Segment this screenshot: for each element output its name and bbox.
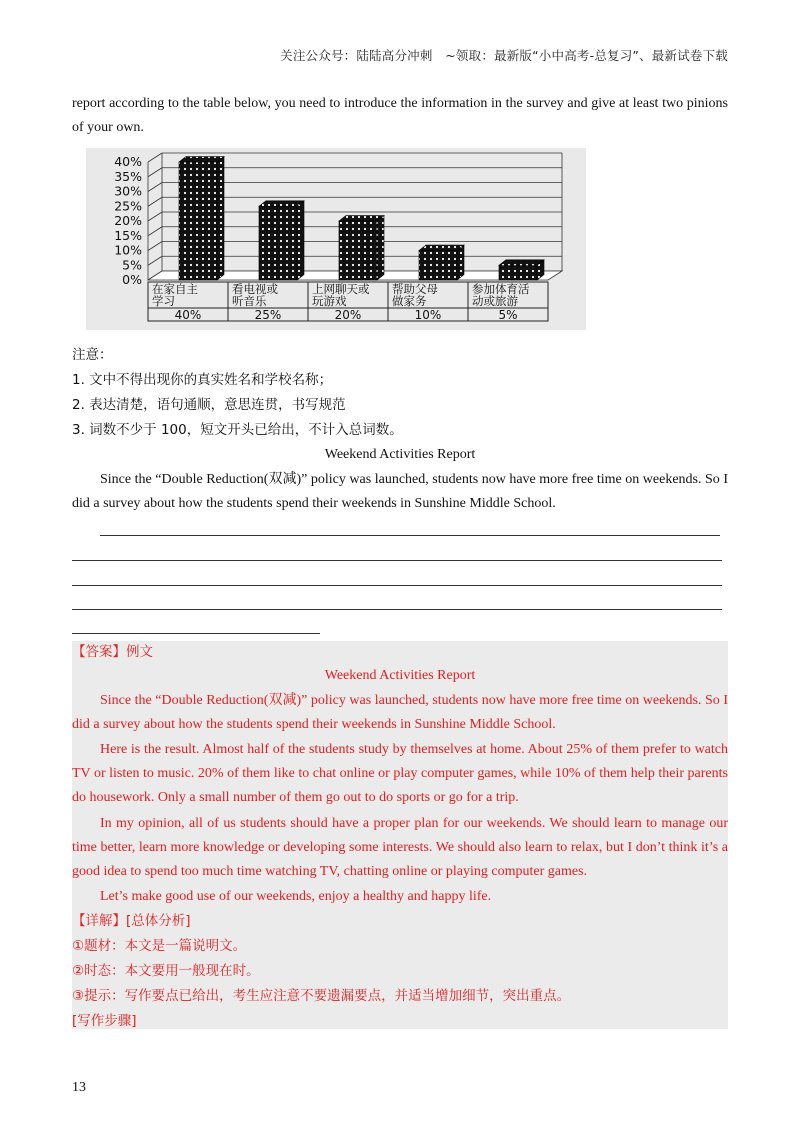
answer-title: Weekend Activities Report bbox=[324, 668, 476, 683]
value-label: 25% bbox=[254, 308, 282, 322]
grid-line bbox=[148, 242, 162, 251]
y-tick-label: 0% bbox=[122, 272, 142, 287]
grid-line bbox=[148, 168, 162, 177]
answer-paragraph: Here is the result. Almost half of the students study by themselves at home. About 25% of them prefer to watch TV or listen to music. 20% of them like to chat online or play computer games, while 10% of them help their parents do housework. Only a small number of them go out to do sports or go for a trip. bbox=[72, 742, 728, 805]
answer-paragraph: Let’s make good use of our weekends, enjoy a healthy and happy life. bbox=[100, 889, 492, 904]
bar-chart bbox=[86, 148, 586, 330]
writing-line bbox=[72, 560, 722, 561]
essay-title: Weekend Activities Report bbox=[324, 447, 476, 462]
y-tick-label: 20% bbox=[114, 213, 142, 228]
category-label: 学习 bbox=[152, 294, 175, 308]
y-tick-label: 35% bbox=[114, 168, 142, 184]
grid-line bbox=[148, 197, 162, 206]
y-tick-label: 40% bbox=[114, 154, 142, 169]
essay-opening: Since the “Double Reduction(双减)” policy was launched, students now have more free time on weekends. So I did a survey about how the students spend their weekends in Sunshine Middle School. bbox=[72, 472, 728, 511]
writing-line bbox=[72, 609, 722, 610]
detail-item-1: ①题材：本文是一篇说明文。 bbox=[72, 938, 247, 954]
note-item-3: 3. 词数不少于 100，短文开头已给出，不计入总词数。 bbox=[72, 422, 403, 438]
grid-line bbox=[148, 153, 162, 162]
bar-top bbox=[179, 157, 224, 162]
grid-line bbox=[148, 212, 162, 221]
y-tick-label: 30% bbox=[114, 183, 142, 199]
category-label: 帮助父母 bbox=[392, 282, 438, 296]
y-tick-label: 10% bbox=[114, 242, 142, 258]
note-item-2: 2. 表达清楚，语句通顺，意思连贯，书写规范 bbox=[72, 397, 346, 413]
category-label: 上网聊天或 bbox=[312, 282, 370, 296]
bar-top bbox=[339, 216, 384, 221]
bar bbox=[179, 162, 217, 280]
category-label: 在家自主 bbox=[152, 282, 198, 296]
bar bbox=[339, 221, 377, 280]
bar-side bbox=[217, 157, 224, 280]
bar-side bbox=[457, 245, 464, 280]
bar-top bbox=[499, 260, 544, 265]
y-tick-label: 5% bbox=[122, 257, 142, 273]
value-label: 20% bbox=[334, 308, 362, 322]
intro-text: report according to the table below, you need to introduce the information in the survey and give at least two pinions of your own. bbox=[72, 96, 728, 135]
category-label: 玩游戏 bbox=[312, 294, 347, 308]
bar-top bbox=[259, 201, 304, 206]
detail-steps: [写作步骤] bbox=[72, 1013, 137, 1029]
writing-line bbox=[72, 633, 320, 634]
writing-line bbox=[72, 585, 722, 586]
notes-title: 注意： bbox=[72, 347, 113, 363]
detail-item-2: ②时态：本文要用一般现在时。 bbox=[72, 963, 260, 979]
bar-side bbox=[297, 201, 304, 280]
bar-top bbox=[419, 245, 464, 250]
bar bbox=[259, 206, 297, 280]
category-label: 看电视或 bbox=[232, 282, 278, 296]
value-label: 5% bbox=[498, 308, 518, 322]
category-label: 听音乐 bbox=[232, 294, 267, 308]
grid-line bbox=[148, 256, 162, 265]
answer-label: 【答案】例文 bbox=[72, 644, 153, 660]
grid-line bbox=[148, 183, 162, 192]
note-item-1: 1. 文中不得出现你的真实姓名和学校名称； bbox=[72, 372, 333, 388]
bar bbox=[499, 265, 537, 280]
bar bbox=[419, 251, 457, 281]
page-header: 关注公众号：陆陆高分冲刺 ~领取：最新版“小中高考-总复习”、最新试卷下载 bbox=[280, 48, 728, 63]
y-tick-label: 15% bbox=[114, 227, 142, 243]
answer-paragraph: Since the “Double Reduction(双减)” policy was launched, students now have more free time on weekends. So I did a survey about how the students spend their weekends in Sunshine Middle School. bbox=[72, 693, 728, 732]
writing-line bbox=[100, 535, 720, 536]
detail-item-3: ③提示：写作要点已给出，考生应注意不要遗漏要点，并适当增加细节，突出重点。 bbox=[72, 988, 571, 1004]
page-number: 13 bbox=[72, 1080, 86, 1095]
category-label: 动或旅游 bbox=[472, 294, 518, 308]
answer-paragraph: In my opinion, all of us students should have a proper plan for our weekends. We should learn to manage our time better, learn more knowledge or developing some interests. We should also learn to relax, but I don’t think it’s a good idea to spend too much time watching TV, chatting online or playing computer games. bbox=[72, 816, 728, 879]
grid-line bbox=[148, 227, 162, 236]
category-label: 参加体育活 bbox=[472, 282, 530, 296]
value-label: 40% bbox=[174, 308, 202, 322]
detail-label: 【详解】[总体分析] bbox=[72, 913, 191, 929]
y-tick-label: 25% bbox=[114, 198, 142, 214]
bar-side bbox=[377, 216, 384, 280]
bar-chart-svg bbox=[86, 148, 586, 330]
category-label: 做家务 bbox=[392, 294, 427, 308]
value-label: 10% bbox=[414, 308, 442, 322]
